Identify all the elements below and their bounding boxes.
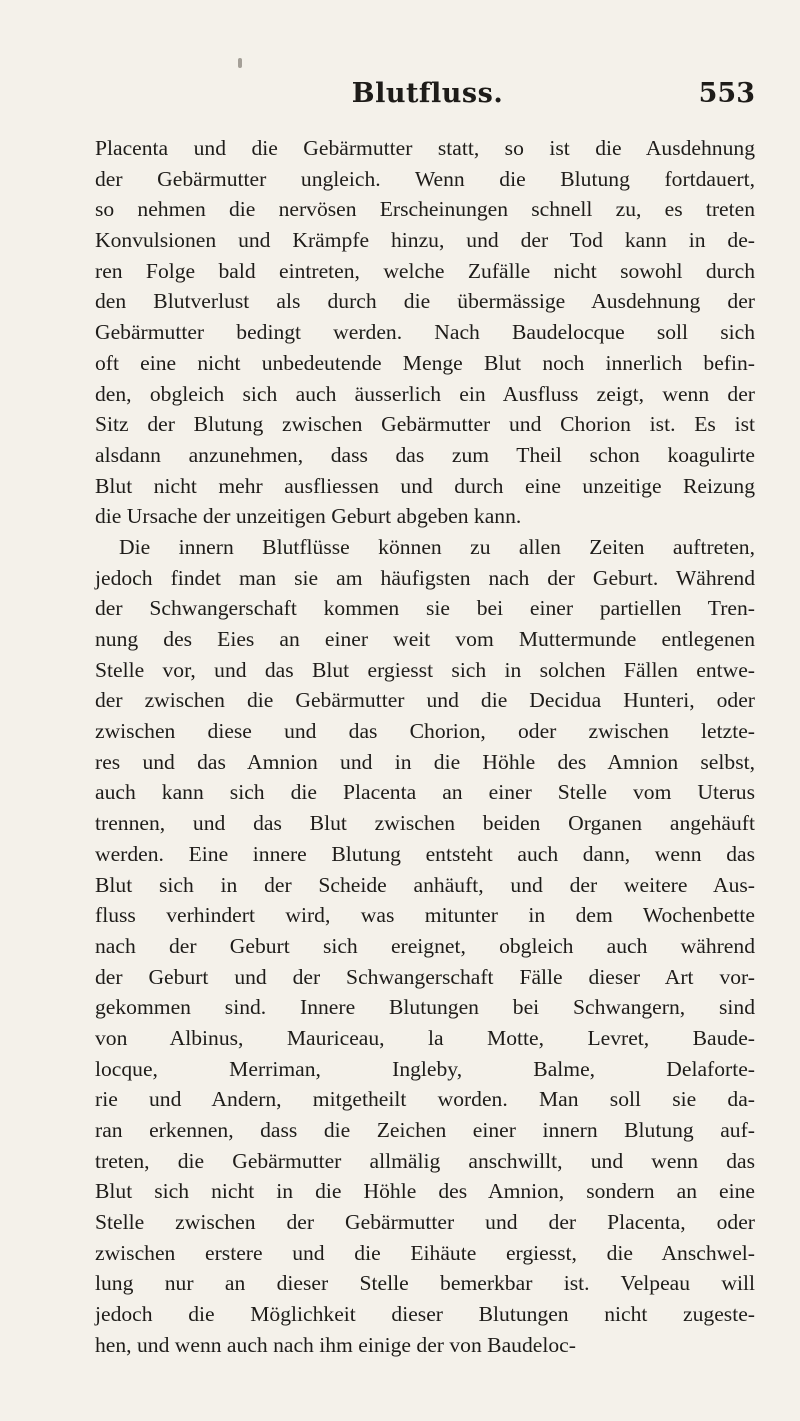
text-line: treten, die Gebärmutter allmälig anschwillt, und wenn das [95, 1148, 755, 1173]
running-title: Blutfluss. [351, 78, 504, 109]
text-line: werden. Eine innere Blutung entsteht auch dann, wenn das [95, 841, 755, 866]
text-line: oft eine nicht unbedeutende Menge Blut noch innerlich befin- [95, 350, 755, 375]
text-line: ran erkennen, dass die Zeichen einer innern Blutung auf- [95, 1118, 755, 1142]
text-line: zwischen diese und das Chorion, oder zwischen letzte- [95, 719, 755, 744]
text-line: auch kann sich die Placenta an einer Stelle vom Uterus [95, 780, 755, 805]
text-line: die Ursache der unzeitigen Geburt abgeben kann. [95, 504, 522, 529]
text-line: nung des Eies an einer weit vom Muttermunde entlegenen [95, 627, 755, 651]
text-line: lung nur an dieser Stelle bemerkbar ist. Velpeau will [95, 1271, 755, 1296]
text-line: Placenta und die Gebärmutter statt, so ist die Ausdehnung [95, 136, 755, 160]
text-line: hen, und wenn auch nach ihm einige der von Baudeloc- [95, 1332, 576, 1357]
text-line: den, obgleich sich auch äusserlich ein Ausfluss zeigt, wenn der [95, 381, 755, 406]
text-line: Gebärmutter bedingt werden. Nach Baudelocque soll sich [95, 320, 755, 345]
text-line: rie und Andern, mitgetheilt worden. Man soll sie da- [95, 1087, 755, 1112]
text-line: Stelle vor, und das Blut ergiesst sich in solchen Fällen entwe- [95, 657, 755, 682]
text-line: jedoch die Möglichkeit dieser Blutungen nicht zugeste- [95, 1302, 755, 1327]
text-line: jedoch findet man sie am häufigsten nach der Geburt. Während [95, 565, 755, 590]
text-line: Stelle zwischen der Gebärmutter und der Placenta, oder [95, 1210, 755, 1235]
text-line: trennen, und das Blut zwischen beiden Organen angehäuft [95, 811, 755, 836]
text-line: den Blutverlust als durch die übermässige Ausdehnung der [95, 289, 755, 314]
text-line: res und das Amnion und in die Höhle des Amnion selbst, [95, 749, 755, 774]
text-line: Blut sich in der Scheide anhäuft, und der weitere Aus- [95, 872, 755, 897]
page-number: 553 [698, 78, 755, 109]
text-line: zwischen erstere und die Eihäute ergiesst, die Anschwel- [95, 1240, 755, 1265]
text-line: der zwischen die Gebärmutter und die Decidua Hunteri, oder [95, 688, 755, 713]
text-line: fluss verhindert wird, was mitunter in dem Wochenbette [95, 903, 755, 928]
text-line: alsdann anzunehmen, dass das zum Theil schon koagulirte [95, 442, 755, 467]
text-line: der Gebärmutter ungleich. Wenn die Blutung fortdauert, [95, 166, 755, 191]
text-line: nach der Geburt sich ereignet, obgleich auch während [95, 933, 755, 958]
text-line: so nehmen die nervösen Erscheinungen schnell zu, es treten [95, 197, 755, 222]
text-line: Blut nicht mehr ausfliessen und durch eine unzeitige Reizung [95, 473, 755, 498]
text-line: der Schwangerschaft kommen sie bei einer partiellen Tren- [95, 596, 755, 621]
page-header [100, 72, 755, 112]
text-line: Blut sich nicht in die Höhle des Amnion, sondern an eine [95, 1179, 755, 1204]
ink-smudge [238, 58, 242, 68]
text-line: Sitz der Blutung zwischen Gebärmutter und Chorion ist. Es ist [95, 412, 755, 437]
text-line: von Albinus, Mauriceau, la Motte, Levret, Baude- [95, 1025, 755, 1050]
text-line: locque, Merriman, Ingleby, Balme, Delaforte- [95, 1056, 755, 1081]
text-line: gekommen sind. Innere Blutungen bei Schwangern, sind [95, 995, 755, 1020]
body-text [95, 133, 755, 1361]
text-line: Die innern Blutflüsse können zu allen Zeiten auftreten, [119, 534, 755, 559]
text-line: der Geburt und der Schwangerschaft Fälle dieser Art vor- [95, 964, 755, 989]
text-line: ren Folge bald eintreten, welche Zufälle nicht sowohl durch [95, 258, 755, 283]
text-line: Konvulsionen und Krämpfe hinzu, und der Tod kann in de- [95, 228, 755, 253]
